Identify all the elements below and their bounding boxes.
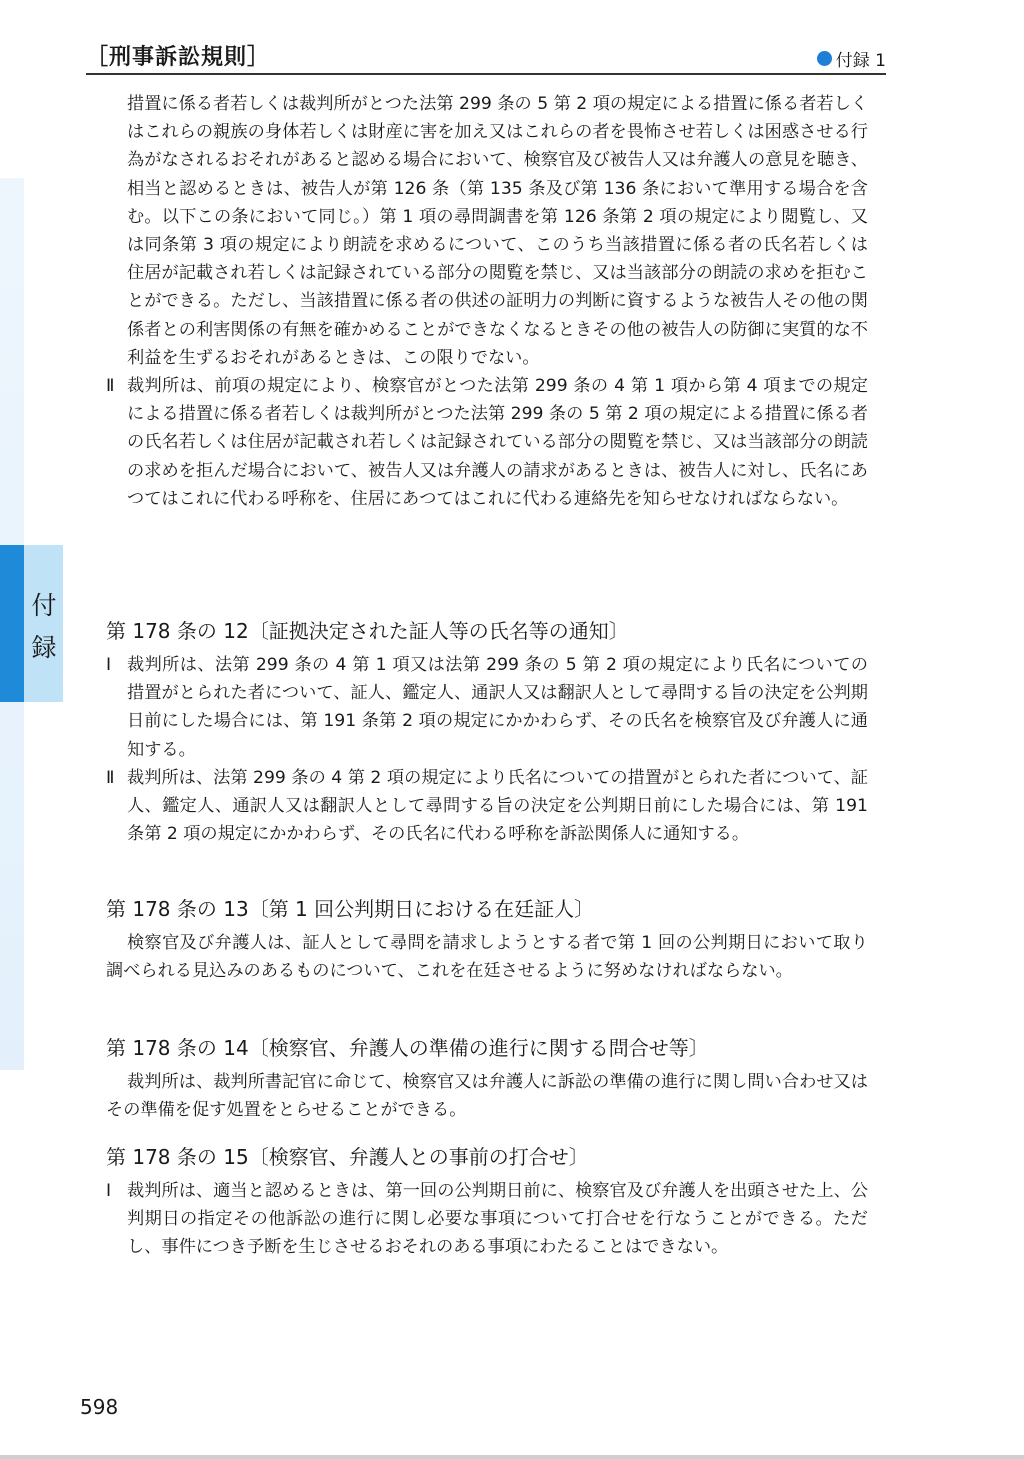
- article-heading: 第 178 条の 14〔検察官、弁護人の準備の進行に関する問合せ等〕: [106, 1036, 709, 1060]
- page-number: 598: [80, 1395, 119, 1419]
- article-178-13: [106, 895, 868, 985]
- running-header-title: ［刑事訴訟規則］: [86, 45, 271, 70]
- article-178-14: [106, 1034, 868, 1124]
- paragraph-text: 裁判所は、前項の規定により、検察官がとつた法第 299 条の 4 第 1 項から第 4 項までの規定による措置に係る者若しくは裁判所がとつた法第 299 条の 5 第 2 項の規定による措置に係る者の氏名若しくは住居が記載され若しくは記録されている部分の閲覧を禁じ、又は当該部分の朗読の求めを拒んだ場合において、被告人又は弁護人の請求があるときは、被告人に対し、氏名にあつてはこれに代わる呼称を、住居にあつてはこれに代わる連絡先を知らせなければならない。: [127, 376, 868, 509]
- article-178-15: [106, 1143, 868, 1262]
- paragraph-text: 裁判所は、法第 299 条の 4 第 1 項又は法第 299 条の 5 第 2 項の規定により氏名についての措置がとられた者について、証人、鑑定人、通訳人又は翻訳人として尋問する旨の決定を公判期日前にした場合には、第 191 条第 2 項の規定にかかわらず、その氏名を検察官及び弁護人に通知する。: [127, 655, 868, 760]
- appendix-tag-label: 付録 1: [835, 51, 886, 71]
- numbered-paragraph: [106, 651, 868, 764]
- article-text: 裁判所は、裁判所書記官に命じて、検察官又は弁護人に訴訟の準備の進行に関し問い合わせ又はその準備を促す処置をとらせることができる。: [106, 1072, 868, 1121]
- paragraph-number: Ⅱ: [106, 376, 115, 397]
- paragraph-number: Ⅱ: [106, 767, 115, 788]
- appendix-thumb-tab: [0, 545, 63, 702]
- thumb-tab-edge: [0, 545, 24, 702]
- paragraph-number: Ⅰ: [106, 1181, 112, 1201]
- paragraph-text: 裁判所は、法第 299 条の 4 第 2 項の規定により氏名についての措置がとられた者について、証人、鑑定人、通訳人又は翻訳人として尋問する旨の決定を公判期日前にした場合には、第 191 条第 2 項の規定にかかわらず、その氏名に代わる呼称を訴訟関係人に通知する。: [127, 767, 868, 845]
- numbered-paragraph: [106, 1177, 868, 1262]
- paragraph-number: Ⅰ: [106, 655, 112, 675]
- header-rule: [86, 73, 886, 75]
- numbered-paragraph: [106, 764, 868, 849]
- article-heading: 第 178 条の 13〔第 1 回公判期日における在廷証人〕: [106, 897, 595, 921]
- bottom-edge-rule: [0, 1455, 1024, 1459]
- appendix-tag: [817, 46, 886, 71]
- thumb-tab-label: [28, 585, 60, 669]
- article-178-12: [106, 617, 868, 848]
- article-text: 検察官及び弁護人は、証人として尋問を請求しようとする者で第 1 回の公判期日において取り調べられる見込みのあるものについて、これを在廷させるように努めなければならない。: [106, 933, 868, 982]
- article-heading: 第 178 条の 15〔検察官、弁護人との事前の打合せ〕: [106, 1145, 589, 1169]
- numbered-paragraph: [106, 372, 868, 513]
- paragraph-text: 裁判所は、適当と認めるときは、第一回の公判期日前に、検察官及び弁護人を出頭させた上、公判期日の指定その他訴訟の進行に関し必要な事項について打合せを行なうことができる。ただし、事件につき予断を生じさせるおそれのある事項にわたることはできない。: [127, 1181, 868, 1258]
- continued-paragraph: 措置に係る者若しくは裁判所がとつた法第 299 条の 5 第 2 項の規定による措置に係る者若しくはこれらの親族の身体若しくは財産に害を加え又はこれらの者を畏怖させ若しくは困惑させる行為がなされるおそれがあると認める場合において、検察官及び被告人又は弁護人の意見を聴き、相当と認めるときは、被告人が第 126 条（第 135 条及び第 136 条において準用する場合を含む。以下この条において同じ。）第 1 項の尋問調書を第 126 条第 2 項の規定により閲覧し、又は同条第 3 項の規定により朗読を求めるについて、このうち当該措置に係る者の氏名若しくは住居が記載され若しくは記録されている部分の閲覧を禁じ、又は当該部分の朗読の求めを拒むことができる。ただし、当該措置に係る者の供述の証明力の判断に資するような被告人その他の関係者との利害関係の有無を確かめることができなくなるときその他の被告人の防御に実質的な不利益を生ずるおそれがあるときは、この限りでない。: [127, 94, 868, 368]
- thumb-tab-char-2: 録: [31, 633, 57, 662]
- blue-dot-icon: [817, 51, 832, 66]
- continued-article: [106, 90, 868, 513]
- article-heading: 第 178 条の 12〔証拠決定された証人等の氏名等の通知〕: [106, 619, 629, 643]
- thumb-tab-char-1: 付: [31, 591, 57, 620]
